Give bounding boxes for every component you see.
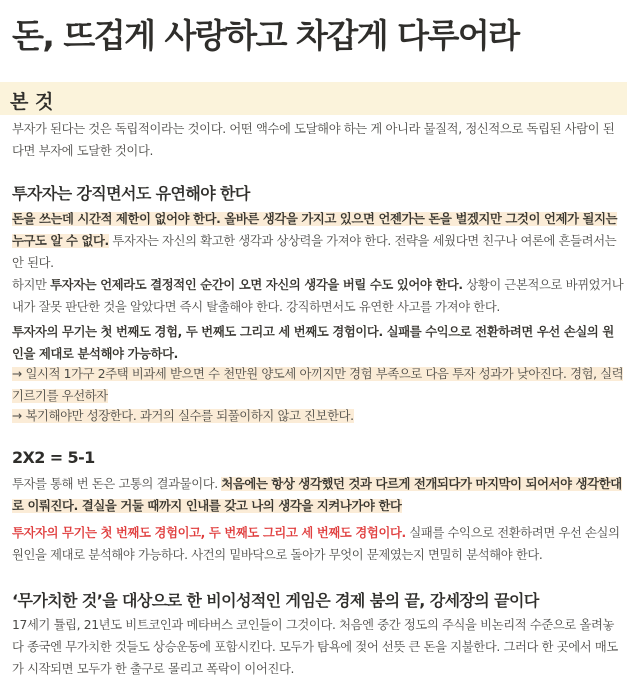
highlight-text: → 일시적 1가구 2주택 비과세 받으면 수 천만원 양도세 아끼지만 경험 부족으로 다음 투자 성과가 낮아진다. 경험, 실력 기르기를 우선하자 xyxy=(12,367,624,403)
paragraph-text: 투자를 통해 번 돈은 고통의 결과물이다. xyxy=(12,477,222,491)
section1-paragraph-3: 투자자의 무기는 첫 번째도 경험, 두 번째도 그리고 세 번째도 경험이다. 실패를 수익으로 전환하려면 우선 손실의 원인을 제대로 분석해야 가능하다. xyxy=(12,325,614,361)
section1-paragraph-2 xyxy=(12,274,625,318)
highlight-text: 돈을 쓰는데 시간적 제한이 없어야 한다. 올바른 생각을 가지고 있으면 언젠가는 돈을 벌겠지만 그것이 언제가 될지는 누구도 알 수 없다. xyxy=(12,212,618,248)
paragraph-text: 하지만 xyxy=(12,278,51,292)
section3-heading: ‘무가치한 것’을 대상으로 한 비이성적인 게임은 경제 붐의 끝, 강세장의 끝이다 xyxy=(12,591,539,610)
highlight-text: → 복기해야만 성장한다. 과거의 실수를 되풀이하지 않고 진보한다. xyxy=(12,409,354,423)
section1-arrow-note-1 xyxy=(12,363,625,407)
page-title: 돈, 뜨겁게 사랑하고 차갑게 다루어라 xyxy=(12,16,519,55)
section1-heading: 투자자는 강직면서도 유연해야 한다 xyxy=(12,184,250,203)
paragraph-text: 실패를 수익으로 전환하려면 우선 손실의 원인을 제대로 분석해야 가능하다. 사건의 밑바닥으로 돌아가 무엇이 문제였는지 면밀히 분석해야 한다. xyxy=(12,526,620,562)
section2-paragraph-1 xyxy=(12,473,625,517)
section1-paragraph-1 xyxy=(12,208,625,274)
section2-paragraph-2 xyxy=(12,522,625,566)
red-text: 투자자의 무기는 첫 번째도 경험이고, 두 번째도 그리고 세 번째도 경험이다. xyxy=(12,526,406,540)
section3-paragraph-1: 17세기 튤립, 21년도 비트코인과 메타버스 코인들이 그것이다. 처음엔 중간 정도의 주식을 비논리적 수준으로 올려놓다 종국엔 무가치한 것들도 상승운동에 포함시킨다. 모두가 탐욕에 젖어 선뜻 큰 돈을 지불한다. 그러다 한 곳에서 매도가 시작되면 모두가 한 출구로 몰리고 폭락이 이어진다. xyxy=(12,618,618,676)
highlight-text: 처음에는 항상 생각했던 것과 다르게 전개되다가 마지막이 되어서야 생각한대로 이뤄진다. 결실을 거둘 때까지 인내를 갖고 나의 생각을 지켜나가야 한다 xyxy=(12,477,622,513)
section2-heading: 2X2 = 5-1 xyxy=(12,448,95,467)
core-text: 부자가 된다는 것은 독립적이라는 것이다. 어떤 액수에 도달해야 하는 게 아니라 물질적, 정신적으로 독립된 사람이 된다면 부자에 도달한 것이다. xyxy=(12,122,615,158)
paragraph-text: 상황이 근본적으로 바뀌었거나 내가 잘못 판단한 것을 알았다면 즉시 탈출해야 한다. 강직하면서도 유연한 사고를 가져야 한다. xyxy=(12,278,624,314)
section1-arrow-note-2 xyxy=(12,405,625,427)
callout-heading: 본 것 xyxy=(0,82,627,115)
bold-text: 투자자는 언제라도 결정적인 순간이 오면 자신의 생각을 버릴 수도 있어야 한다. xyxy=(50,278,463,292)
paragraph-text: 투자자는 자신의 확고한 생각과 상상력을 가져야 한다. 전략을 세웠다면 친구나 여론에 흔들려서는 안 된다. xyxy=(12,234,617,270)
